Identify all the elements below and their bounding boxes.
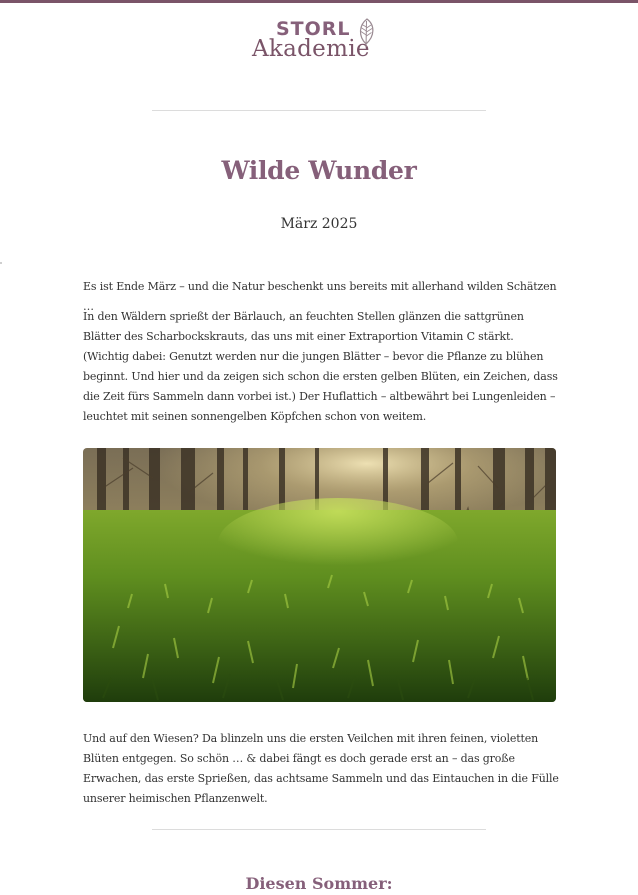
herbs-paragraph: In den Wäldern sprießt der Bärlauch, an feuchten Stellen glänzen die sattgrünen Blätter des Scharbockskrauts, das uns mit einer Extraportion Vitamin C stärkt. (Wichtig dabei: Genutzt werden nur die jungen Blätter – bevor die Pflanze zu blühen beginnt. Und hier und da zeigen sich schon die ersten gelben Blüten, ein Zeichen, dass die Zeit fürs Sammeln dann vorbei ist.) Der Huflattich – altbewährt bei Lungenleiden – leuchtet mit seinen sonnengelben Köpfchen schon von weitem. <box>83 310 558 423</box>
leaf-icon <box>356 18 378 48</box>
meadow-paragraph: Und auf den Wiesen? Da blinzeln uns die ersten Veilchen mit ihren feinen, violetten Blüten entgegen. So schön … & dabei fängt es doch gerade erst an – das große Erwachen, das erste Sprießen, das achtsame Sammeln und das Eintauchen in die Fülle unserer heimischen Pflanzenwelt. <box>83 732 559 805</box>
logo-wordmark-akademie: Akademie <box>252 36 370 62</box>
divider-bottom <box>152 829 486 830</box>
top-accent-bar <box>0 0 638 3</box>
storl-akademie-logo[interactable] <box>250 16 390 68</box>
intro-paragraph: Es ist Ende März – und die Natur beschenkt uns bereits mit allerhand wilden Schätzen … <box>83 280 557 313</box>
newsletter-date: März 2025 <box>280 216 358 232</box>
section-heading-summer: Diesen Sommer: <box>245 874 393 893</box>
edge-mark <box>0 262 2 264</box>
forest-photo-illustration <box>83 448 556 702</box>
logo-wordmark-storl: STORL <box>276 18 351 40</box>
forest-wild-garlic-photo <box>83 448 556 702</box>
divider-top <box>152 110 486 111</box>
newsletter-title: Wilde Wunder <box>221 156 417 185</box>
